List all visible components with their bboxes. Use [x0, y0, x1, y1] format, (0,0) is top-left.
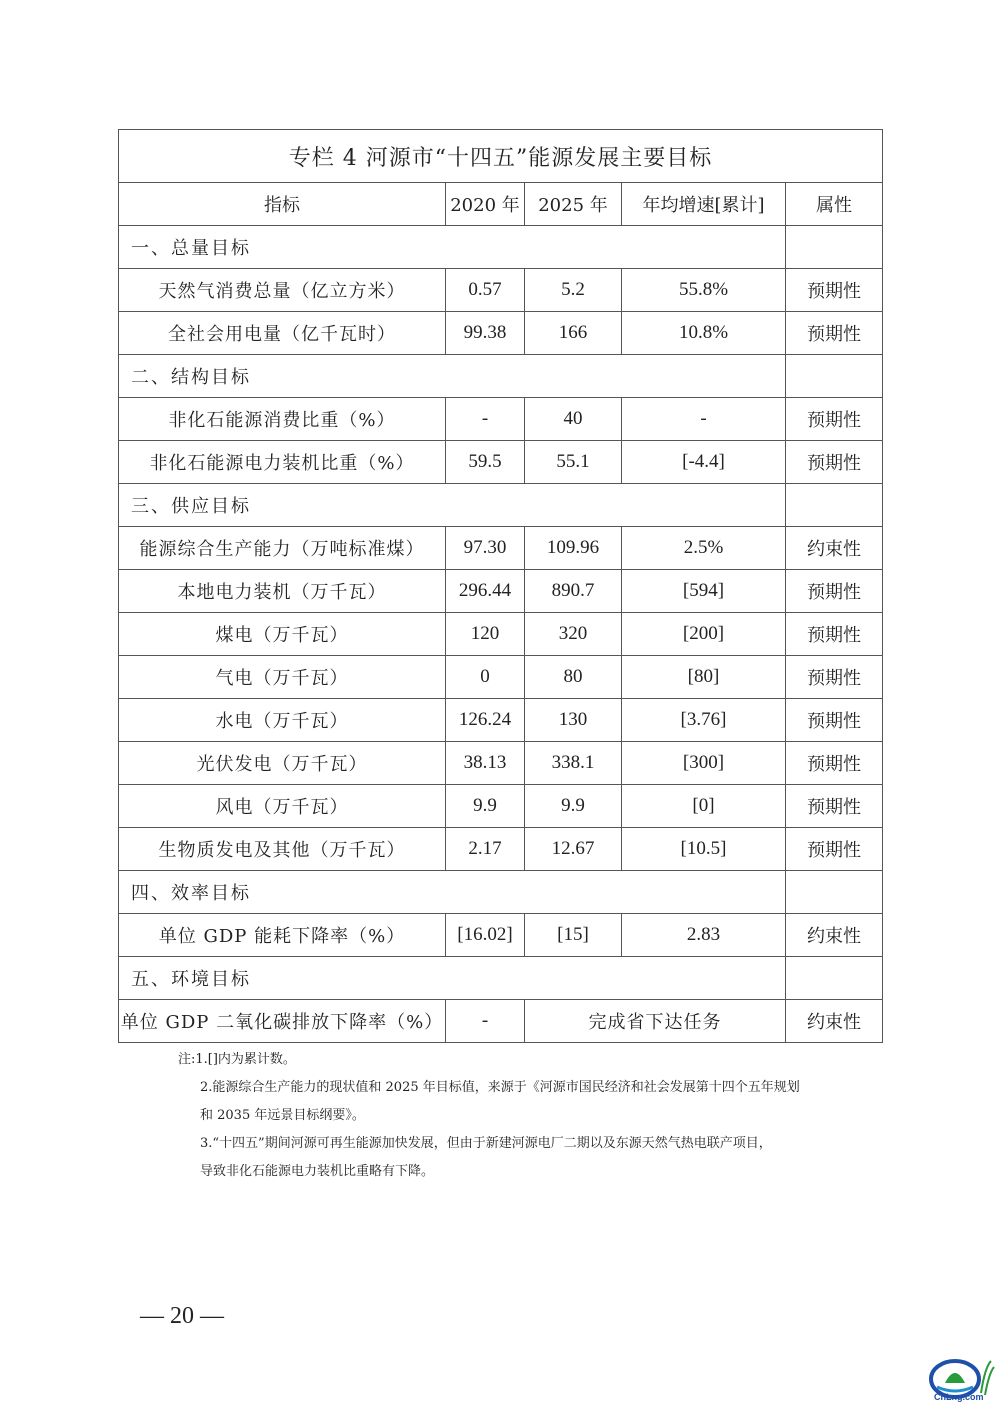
growth-cell: [300]: [622, 742, 786, 785]
indicator-cell: 风电（万千瓦）: [119, 785, 446, 828]
section-attr-cell: [786, 957, 883, 1000]
value-2025-cell: 80: [525, 656, 622, 699]
value-2025-cell: 完成省下达任务: [525, 1000, 786, 1043]
table-row: [119, 1000, 883, 1043]
value-2020-cell: 120: [446, 613, 525, 656]
note-3: 3.“十四五”期间河源可再生能源加快发展，但由于新建河源电厂二期以及东源天然气热电联产项目，: [200, 1136, 772, 1151]
growth-cell: [200]: [622, 613, 786, 656]
note-3-cont: 导致非化石能源电力装机比重略有下降。: [200, 1164, 435, 1179]
indicator-cell: 全社会用电量（亿千瓦时）: [119, 312, 446, 355]
section-row: [119, 355, 883, 398]
value-2020-cell: 38.13: [446, 742, 525, 785]
indicator-cell: 本地电力装机（万千瓦）: [119, 570, 446, 613]
value-2020-cell: 2.17: [446, 828, 525, 871]
indicator-cell: 非化石能源电力装机比重（%）: [119, 441, 446, 484]
table-row: [119, 613, 883, 656]
indicator-cell: 生物质发电及其他（万千瓦）: [119, 828, 446, 871]
section-row: [119, 226, 883, 269]
table-header-row: [119, 183, 883, 226]
note-1: 注:1.[]内为累计数。: [178, 1052, 296, 1067]
value-2025-cell: 338.1: [525, 742, 622, 785]
section-row: [119, 957, 883, 1000]
table-row: [119, 398, 883, 441]
note-2-cont: 和 2035 年远景目标纲要》。: [200, 1108, 365, 1123]
section-title: 一、总量目标: [119, 226, 786, 269]
section-attr-cell: [786, 871, 883, 914]
indicator-cell: 非化石能源消费比重（%）: [119, 398, 446, 441]
table-row: [119, 699, 883, 742]
watermark-text: CnLng.com: [934, 1392, 984, 1402]
growth-cell: [0]: [622, 785, 786, 828]
table-row: [119, 269, 883, 312]
value-2020-cell: 97.30: [446, 527, 525, 570]
attribute-cell: 预期性: [786, 785, 883, 828]
value-2020-cell: 9.9: [446, 785, 525, 828]
growth-cell: [10.5]: [622, 828, 786, 871]
growth-cell: 55.8%: [622, 269, 786, 312]
value-2025-cell: 55.1: [525, 441, 622, 484]
attribute-cell: 预期性: [786, 269, 883, 312]
growth-cell: 10.8%: [622, 312, 786, 355]
value-2020-cell: 296.44: [446, 570, 525, 613]
attribute-cell: 约束性: [786, 1000, 883, 1043]
value-2025-cell: [15]: [525, 914, 622, 957]
energy-targets-table: [118, 129, 883, 1043]
value-2020-cell: [16.02]: [446, 914, 525, 957]
section-row: [119, 484, 883, 527]
indicator-cell: 天然气消费总量（亿立方米）: [119, 269, 446, 312]
value-2025-cell: 890.7: [525, 570, 622, 613]
value-2025-cell: 130: [525, 699, 622, 742]
growth-cell: -: [622, 398, 786, 441]
growth-cell: [3.76]: [622, 699, 786, 742]
attribute-cell: 预期性: [786, 828, 883, 871]
value-2025-cell: 40: [525, 398, 622, 441]
value-2020-cell: -: [446, 398, 525, 441]
section-title: 五、环境目标: [119, 957, 786, 1000]
value-2020-cell: 59.5: [446, 441, 525, 484]
value-2025-cell: 109.96: [525, 527, 622, 570]
value-2020-cell: 0.57: [446, 269, 525, 312]
indicator-cell: 能源综合生产能力（万吨标准煤）: [119, 527, 446, 570]
table-row: [119, 828, 883, 871]
growth-cell: [80]: [622, 656, 786, 699]
table-row: [119, 527, 883, 570]
header-attribute: 属性: [786, 183, 883, 226]
attribute-cell: 预期性: [786, 312, 883, 355]
table-row: [119, 441, 883, 484]
section-title: 三、供应目标: [119, 484, 786, 527]
table-row: [119, 742, 883, 785]
value-2025-cell: 5.2: [525, 269, 622, 312]
attribute-cell: 约束性: [786, 527, 883, 570]
value-2025-cell: 166: [525, 312, 622, 355]
indicator-cell: 单位 GDP 二氧化碳排放下降率（%）: [119, 1000, 446, 1043]
table-row: [119, 785, 883, 828]
attribute-cell: 预期性: [786, 699, 883, 742]
attribute-cell: 约束性: [786, 914, 883, 957]
value-2020-cell: 99.38: [446, 312, 525, 355]
section-title: 四、效率目标: [119, 871, 786, 914]
section-attr-cell: [786, 484, 883, 527]
attribute-cell: 预期性: [786, 656, 883, 699]
value-2025-cell: 320: [525, 613, 622, 656]
section-row: [119, 871, 883, 914]
indicator-cell: 气电（万千瓦）: [119, 656, 446, 699]
value-2020-cell: 126.24: [446, 699, 525, 742]
indicator-cell: 光伏发电（万千瓦）: [119, 742, 446, 785]
growth-cell: 2.83: [622, 914, 786, 957]
growth-cell: [594]: [622, 570, 786, 613]
table-notes: [178, 1046, 878, 1186]
value-2025-cell: 9.9: [525, 785, 622, 828]
note-2: 2.能源综合生产能力的现状值和 2025 年目标值，来源于《河源市国民经济和社会发展第十四个五年规划: [200, 1080, 800, 1095]
attribute-cell: 预期性: [786, 398, 883, 441]
growth-cell: [-4.4]: [622, 441, 786, 484]
table-row: [119, 656, 883, 699]
page-number: — 20 —: [140, 1303, 224, 1329]
table-title: 专栏 4 河源市“十四五”能源发展主要目标: [119, 130, 883, 183]
growth-cell: 2.5%: [622, 527, 786, 570]
header-growth: 年均增速[累计]: [622, 183, 786, 226]
header-indicator: 指标: [119, 183, 446, 226]
value-2020-cell: 0: [446, 656, 525, 699]
table-row: [119, 312, 883, 355]
indicator-cell: 单位 GDP 能耗下降率（%）: [119, 914, 446, 957]
attribute-cell: 预期性: [786, 613, 883, 656]
section-attr-cell: [786, 226, 883, 269]
section-attr-cell: [786, 355, 883, 398]
attribute-cell: 预期性: [786, 441, 883, 484]
header-2020: 2020 年: [446, 183, 525, 226]
attribute-cell: 预期性: [786, 742, 883, 785]
section-title: 二、结构目标: [119, 355, 786, 398]
indicator-cell: 水电（万千瓦）: [119, 699, 446, 742]
value-2020-cell: -: [446, 1000, 525, 1043]
attribute-cell: 预期性: [786, 570, 883, 613]
table-row: [119, 570, 883, 613]
value-2025-cell: 12.67: [525, 828, 622, 871]
header-2025: 2025 年: [525, 183, 622, 226]
indicator-cell: 煤电（万千瓦）: [119, 613, 446, 656]
table-row: [119, 914, 883, 957]
